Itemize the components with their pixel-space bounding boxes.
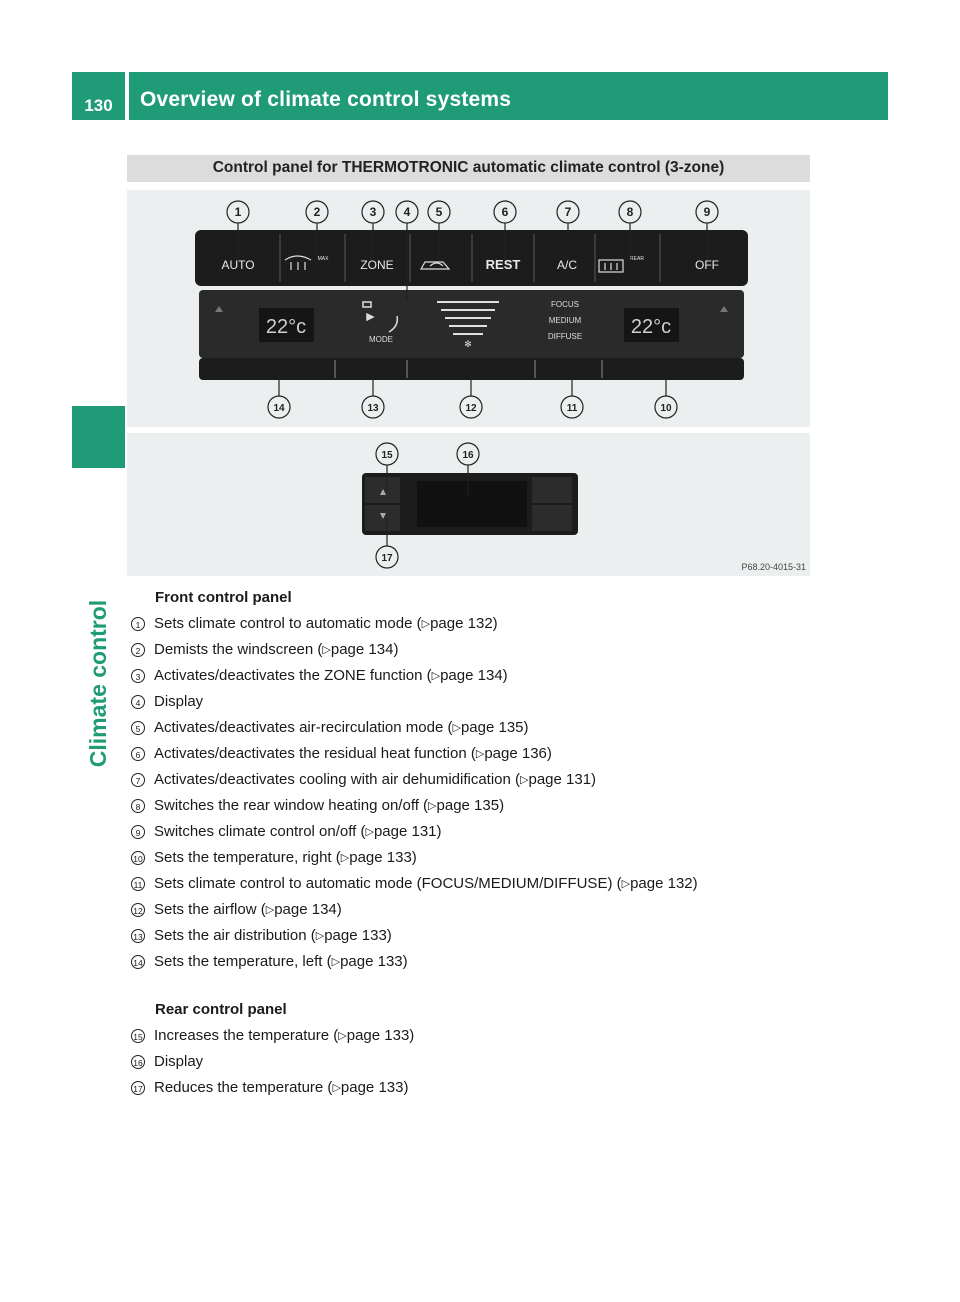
list-item	[131, 1075, 821, 1101]
item-text: Display	[154, 693, 204, 710]
callout-label: 1	[234, 205, 242, 219]
callout-number: 16	[131, 1055, 145, 1069]
page-ref-arrow-icon: ▷	[452, 722, 461, 734]
list-item	[131, 767, 821, 793]
page-reference[interactable]: page 132)	[430, 615, 498, 632]
rear-label: REAR	[630, 256, 644, 262]
page-reference[interactable]: page 133)	[324, 927, 392, 944]
callout-label: 11	[566, 403, 578, 414]
item-text: Sets the air distribution (	[154, 927, 316, 944]
section-title: Control panel for THERMOTRONIC automatic climate control (3-zone)	[212, 159, 725, 176]
item-text: Display	[154, 1053, 204, 1070]
list-item	[131, 1023, 821, 1049]
fan-icon: ✻	[464, 339, 472, 349]
page-reference[interactable]: page 133)	[340, 953, 408, 970]
rear-items	[131, 1023, 821, 1101]
legend-list	[131, 585, 821, 1101]
right-temp-value: 22°c	[630, 316, 672, 338]
page-ref-arrow-icon: ▷	[338, 1030, 347, 1042]
rear-right-upper-button[interactable]	[532, 477, 572, 503]
rear-panel-drawing	[127, 433, 810, 576]
callout-number: 12	[131, 903, 145, 917]
list-item	[131, 611, 821, 637]
callout-label: 10	[660, 403, 672, 414]
rear-right-lower-button[interactable]	[532, 505, 572, 531]
auto-button[interactable]: AUTO	[221, 258, 255, 272]
ac-button[interactable]: A/C	[556, 258, 578, 272]
front-panel-figure	[127, 190, 810, 427]
callout-number: 8	[131, 799, 145, 813]
callout-number: 10	[131, 851, 145, 865]
off-button[interactable]: OFF	[695, 258, 719, 272]
list-item	[131, 793, 821, 819]
page-ref-arrow-icon: ▷	[315, 930, 325, 942]
page-ref-arrow-icon: ▷	[340, 852, 350, 864]
item-text: Sets the airflow (	[154, 901, 266, 918]
page-ref-arrow-icon: ▷	[332, 1082, 341, 1094]
callout-label: 4	[403, 205, 411, 219]
page-reference[interactable]: page 131)	[528, 771, 597, 788]
page-ref-arrow-icon: ▷	[621, 878, 631, 890]
callout-label: 13	[367, 403, 379, 414]
item-text: Activates/deactivates the residual heat function (	[154, 745, 476, 762]
callout-number: 14	[131, 955, 145, 969]
callout-label: 15	[381, 450, 393, 461]
callout-number: 4	[131, 695, 145, 709]
rear-panel-figure	[127, 433, 810, 576]
callout-number: 11	[131, 877, 145, 891]
side-tab-label: Climate control	[85, 599, 112, 767]
item-text: Sets the temperature, left (	[154, 953, 332, 970]
list-item	[131, 845, 821, 871]
page-reference[interactable]: page 133)	[349, 849, 417, 866]
figure-code: P68.20-4015-31	[741, 562, 806, 572]
page-reference[interactable]: page 131)	[373, 823, 442, 840]
front-panel-drawing	[127, 190, 810, 427]
list-item	[131, 637, 821, 663]
list-item	[131, 1049, 821, 1075]
callout-number: 9	[131, 825, 145, 839]
medium-label: MEDIUM	[548, 316, 582, 325]
callout-label: 17	[381, 553, 393, 564]
callout-number: 3	[131, 669, 145, 683]
item-text: Sets the temperature, right (	[154, 849, 341, 866]
callout-number: 5	[131, 721, 145, 735]
callout-number: 13	[131, 929, 145, 943]
callout-label: 2	[313, 205, 321, 219]
callout-label: 5	[435, 205, 443, 219]
callout-number: 15	[131, 1029, 145, 1043]
page-number: 130	[84, 96, 113, 115]
page-reference[interactable]: page 135)	[460, 719, 529, 736]
side-tab	[76, 599, 122, 767]
callout-label: 7	[564, 205, 572, 219]
page-reference[interactable]: page 133)	[346, 1027, 415, 1044]
callout-label: 8	[626, 205, 634, 219]
list-item	[131, 741, 821, 767]
max-label: MAX	[317, 256, 329, 262]
list-item	[131, 715, 821, 741]
callout-number: 7	[131, 773, 145, 787]
diffuse-label: DIFFUSE	[547, 332, 583, 341]
page-ref-arrow-icon: ▷	[365, 826, 374, 838]
list-item	[131, 871, 821, 897]
item-text: Switches climate control on/off (	[154, 823, 366, 840]
page-reference[interactable]: page 135)	[436, 797, 505, 814]
list-item	[131, 949, 821, 975]
section-heading-bar	[127, 155, 810, 182]
list-item	[131, 819, 821, 845]
page-ref-arrow-icon: ▷	[475, 748, 485, 760]
rest-button[interactable]: REST	[485, 257, 521, 272]
list-item	[131, 689, 821, 715]
item-text: Sets climate control to automatic mode (FOCUS/MEDIUM/DIFFUSE) (	[154, 875, 622, 892]
list-item	[131, 897, 821, 923]
item-text: Reduces the temperature (	[154, 1079, 333, 1096]
page-reference[interactable]: page 133)	[340, 1079, 409, 1096]
front-heading: Front control panel	[155, 589, 292, 606]
item-text: Activates/deactivates cooling with air dehumidification (	[154, 771, 521, 788]
front-items	[131, 611, 821, 975]
page-reference[interactable]: page 134)	[330, 641, 399, 658]
list-item	[131, 663, 821, 689]
page-ref-arrow-icon: ▷	[421, 618, 431, 630]
rear-display	[417, 481, 527, 527]
callout-number: 17	[131, 1081, 145, 1095]
item-text: Switches the rear window heating on/off (	[154, 797, 429, 814]
page-ref-arrow-icon: ▷	[331, 956, 341, 968]
page-ref-arrow-icon: ▷	[520, 774, 529, 786]
callout-number: 2	[131, 643, 145, 657]
page-ref-arrow-icon: ▷	[322, 644, 331, 656]
list-item	[131, 923, 821, 949]
page-ref-arrow-icon: ▷	[265, 904, 275, 916]
mode-label: MODE	[369, 335, 393, 344]
page-title: Overview of climate control systems	[140, 88, 512, 111]
callout-number: 6	[131, 747, 145, 761]
page-reference[interactable]: page 132)	[630, 875, 698, 892]
left-temp-value: 22°c	[265, 316, 307, 338]
callout-label: 6	[501, 205, 509, 219]
callout-label: 16	[462, 450, 474, 461]
callout-label: 9	[703, 205, 711, 219]
callout-label: 12	[465, 403, 477, 414]
item-text: Sets climate control to automatic mode (	[154, 615, 422, 632]
page-reference[interactable]: page 134)	[274, 901, 342, 918]
item-text: Increases the temperature (	[154, 1027, 339, 1044]
rear-heading: Rear control panel	[155, 1001, 287, 1018]
callout-label: 14	[273, 403, 285, 414]
item-text: Demists the windscreen (	[154, 641, 323, 658]
callout-label: 3	[369, 205, 377, 219]
page-ref-arrow-icon: ▷	[428, 800, 437, 812]
page-ref-arrow-icon: ▷	[431, 670, 441, 682]
focus-label: FOCUS	[551, 300, 579, 309]
page-reference[interactable]: page 134)	[440, 667, 508, 684]
item-text: Activates/deactivates air-recirculation mode (	[154, 719, 453, 736]
page-reference[interactable]: page 136)	[484, 745, 552, 762]
callout-number: 1	[131, 617, 145, 631]
item-text: Activates/deactivates the ZONE function (	[154, 667, 432, 684]
zone-button[interactable]: ZONE	[360, 258, 394, 272]
side-tab-block	[72, 406, 125, 468]
